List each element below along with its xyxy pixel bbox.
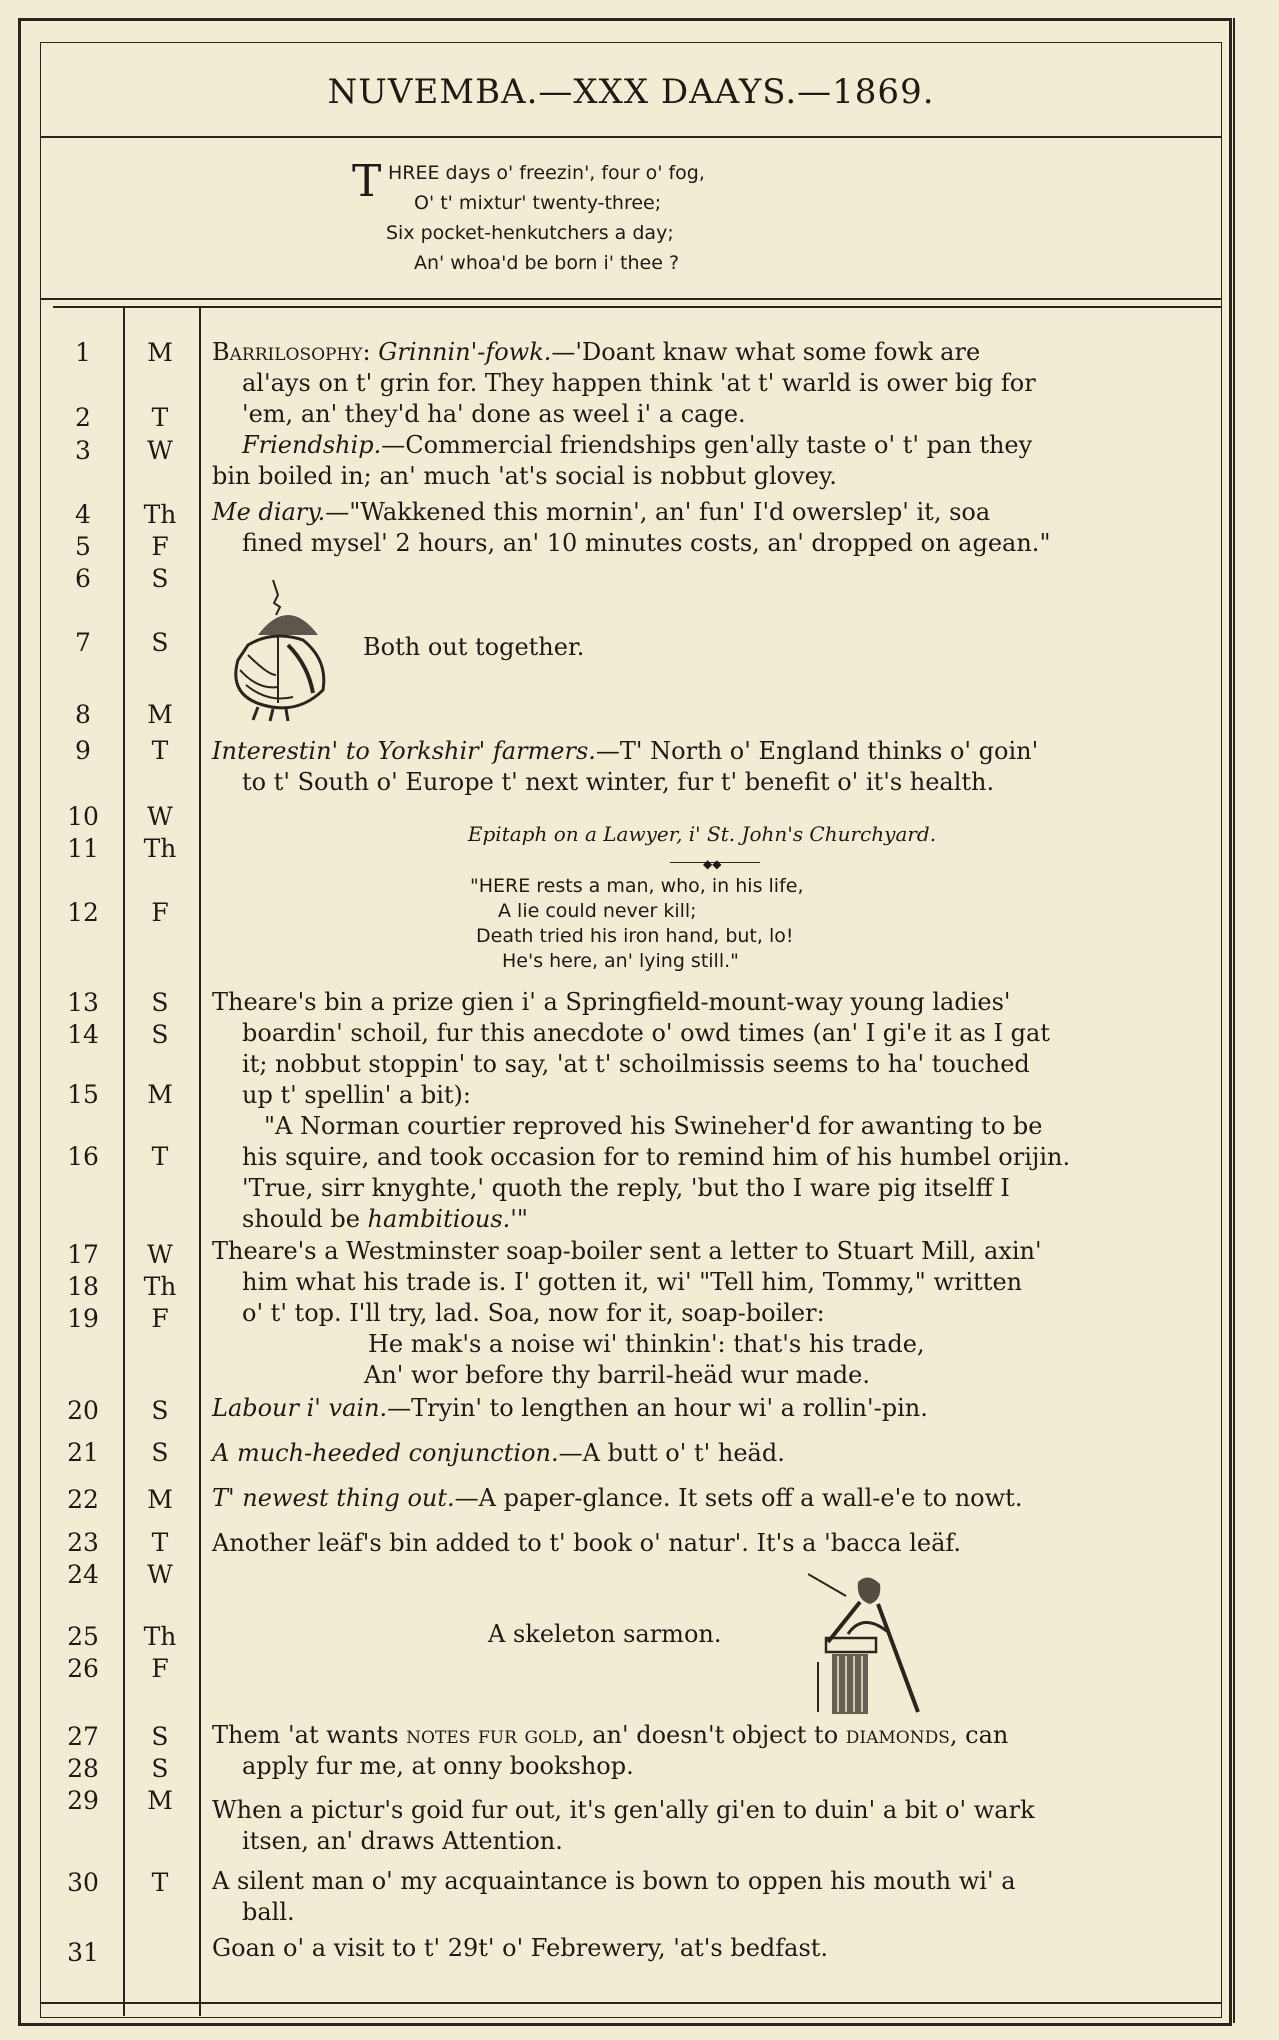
- epitaph-line: He's here, an' lying still.": [502, 950, 739, 972]
- calendar-day-number: 15: [67, 1080, 99, 1109]
- calendar-day-number: 18: [67, 1272, 99, 1301]
- entry-silent-man: [212, 1866, 1192, 1928]
- entry-text: —"Wakkened this mornin', an' fun' I'd owerslep' it, soa: [325, 498, 991, 526]
- entry-heading: Barrilosophy: [212, 338, 363, 366]
- entry-text: o' t' top. I'll try, lad. Soa, now for it, soap-boiler:: [242, 1299, 825, 1327]
- calendar-weekday: M: [147, 1786, 173, 1815]
- calendar-day-number: 28: [67, 1754, 99, 1783]
- entry-text: —T' North o' England thinks o' goin': [595, 737, 1039, 765]
- entry-heading: Labour i' vain.: [212, 1394, 388, 1422]
- calendar-weekday: T: [151, 1528, 169, 1557]
- calendar-weekday: T: [151, 403, 169, 432]
- calendar-day-number: 5: [75, 532, 91, 561]
- calendar-weekday: S: [151, 1722, 169, 1751]
- calendar-weekday: W: [147, 1240, 173, 1269]
- calendar-weekday: S: [151, 628, 169, 657]
- entry-text: Them 'at wants: [212, 1721, 407, 1749]
- calendar-day-number: 9: [75, 736, 91, 765]
- entry-text: to t' South o' Europe t' next winter, fur t' benefit o' it's health.: [242, 768, 995, 796]
- entry-quote: '": [510, 1205, 528, 1233]
- calendar-day-number: 10: [67, 802, 99, 831]
- calendar-weekday: M: [147, 338, 173, 367]
- entry-text: —A butt o' t' heäd.: [558, 1439, 785, 1467]
- entry-subheading: Grinnin'-fowk.: [378, 338, 552, 366]
- entry-text: it; nobbut stoppin' to say, 'at t' schoilmissis seems to ha' touched: [242, 1050, 1030, 1078]
- calendar-weekday: M: [147, 1080, 173, 1109]
- calendar-day-number: 12: [67, 898, 99, 927]
- calendar-day-number: 7: [75, 628, 91, 657]
- calendar-day-number: 11: [67, 834, 99, 863]
- entry-text: Another leäf's bin added to t' book o' natur'. It's a 'bacca leäf.: [212, 1529, 962, 1557]
- poem-line: Six pocket-henkutchers a day;: [386, 222, 674, 244]
- entry-heading: T' newest thing out.: [212, 1484, 455, 1512]
- entry-labour-in-vain: [212, 1393, 1192, 1424]
- calendar-day-number: 22: [67, 1485, 99, 1514]
- epitaph-line: Death tried his iron hand, but, lo!: [476, 925, 794, 947]
- poem-line: HREE days o' freezin', four o' fog,: [388, 162, 705, 184]
- calendar-day-number: 21: [67, 1438, 99, 1467]
- calendar-day-number: 17: [67, 1240, 99, 1269]
- weekday-column-rule: [199, 306, 201, 2016]
- entry-febrewery: [212, 1933, 1192, 1964]
- calendar-weekday: S: [151, 1438, 169, 1467]
- calendar-weekday: S: [151, 1396, 169, 1425]
- entry-text: ball.: [242, 1898, 295, 1926]
- header-rule-inner: [53, 306, 1221, 308]
- entry-text: —Tryin' to lengthen an hour wi' a rollin'-pin.: [387, 1394, 928, 1422]
- calendar-day-number: 6: [75, 564, 91, 593]
- entry-text: , an' doesn't object to: [576, 1721, 846, 1749]
- calendar-weekday: W: [147, 436, 173, 465]
- title-divider: [41, 136, 1221, 138]
- poem-dropcap: T: [352, 156, 382, 207]
- page-title: NUVEMBA.—XXX DAAYS.—1869.: [327, 72, 935, 112]
- bottom-rule: [41, 2002, 1221, 2004]
- calendar-weekday: Th: [143, 1622, 177, 1651]
- calendar-day-number: 2: [75, 403, 91, 432]
- epitaph-verse: [470, 874, 803, 974]
- both-out-caption: Both out together.: [363, 633, 585, 661]
- calendar-weekday: T: [151, 1868, 169, 1897]
- calendar-day-number: 19: [67, 1304, 99, 1333]
- entry-text: Theare's bin a prize gien i' a Springfield-mount-way young ladies': [212, 988, 1011, 1016]
- entry-text: al'ays on t' grin for. They happen think 'at t' warld is ower big for: [242, 369, 1036, 397]
- entry-text: —A paper-glance. It sets off a wall-e'e to nowt.: [454, 1484, 1023, 1512]
- calendar-day-number: 16: [67, 1142, 99, 1171]
- entry-smallcaps: notes fur gold: [406, 1721, 577, 1749]
- entry-friendship: [212, 430, 1192, 492]
- entry-conjunction: [212, 1438, 1192, 1469]
- calendar-weekday: S: [151, 988, 169, 1017]
- woman-umbrella-illustration: [218, 575, 343, 725]
- entry-bacca-leaf: [212, 1528, 1192, 1559]
- entry-text: —Commercial friendships gen'ally taste o' t' pan they: [381, 431, 1033, 459]
- calendar-weekday: T: [151, 736, 169, 765]
- entry-quote: his squire, and took occasion for to remind him of his humbel orijin.: [242, 1143, 1071, 1171]
- entry-text: —'Doant knaw what some fowk are: [551, 338, 981, 366]
- calendar-day-number: 24: [67, 1560, 99, 1589]
- entry-text: bin boiled in; an' much 'at's social is nobbut glovey.: [212, 462, 837, 490]
- calendar-day-number: 8: [75, 700, 91, 729]
- entry-prize-anecdote: [212, 987, 1192, 1235]
- entry-soap-boiler: [212, 1236, 1192, 1391]
- calendar-weekday: S: [151, 1754, 169, 1783]
- entry-quote: 'True, sirr knyghte,' quoth the reply, 'but tho I ware pig itselff I: [242, 1174, 1010, 1202]
- entry-notes-for-gold: [212, 1720, 1192, 1782]
- calendar-weekday: T: [151, 1142, 169, 1171]
- entry-yorkshire-farmers: [212, 736, 1192, 798]
- entry-me-diary: [212, 497, 1192, 559]
- epitaph-line: A lie could never kill;: [498, 900, 697, 922]
- calendar-weekday: Th: [143, 500, 177, 529]
- epitaph-line: "HERE rests a man, who, in his life,: [470, 875, 804, 897]
- calendar-weekday: S: [151, 1020, 169, 1049]
- entry-quote: "A Norman courtier reproved his Swineher'd for awanting to be: [264, 1112, 1043, 1140]
- calendar-day-number: 4: [75, 500, 91, 529]
- entry-heading: Friendship.: [242, 431, 382, 459]
- entry-text: apply fur me, at onny bookshop.: [242, 1752, 634, 1780]
- entry-text: Goan o' a visit to t' 29t' o' Febrewery, 'at's bedfast.: [212, 1934, 829, 1962]
- poem-line: O' t' mixtur' twenty-three;: [414, 192, 662, 214]
- calendar-day-number: 3: [75, 436, 91, 465]
- entry-heading: Me diary.: [212, 498, 326, 526]
- calendar-day-number: 1: [75, 338, 91, 367]
- calendar-weekday: M: [147, 1485, 173, 1514]
- calendar-day-number: 25: [67, 1622, 99, 1651]
- entry-text: , can: [949, 1721, 1009, 1749]
- month-poem: [352, 156, 705, 278]
- entry-text: Theare's a Westminster soap-boiler sent a letter to Stuart Mill, axin': [212, 1237, 1042, 1265]
- calendar-day-number: 23: [67, 1528, 99, 1557]
- entry-text: up t' spellin' a bit):: [242, 1081, 471, 1109]
- entry-text: him what his trade is. I' gotten it, wi' "Tell him, Tommy," written: [242, 1268, 1023, 1296]
- entry-heading: A much-heeded conjunction.: [212, 1439, 559, 1467]
- calendar-day-number: 14: [67, 1020, 99, 1049]
- entry-quote: should be: [242, 1205, 368, 1233]
- calendar-day-number: 31: [67, 1938, 99, 1967]
- calendar-day-number: 13: [67, 988, 99, 1017]
- entry-pictur: [212, 1795, 1192, 1857]
- calendar-day-number: 30: [67, 1868, 99, 1897]
- calendar-day-number: 29: [67, 1786, 99, 1815]
- skeleton-caption: A skeleton sarmon.: [488, 1620, 722, 1648]
- calendar-day-number: 20: [67, 1396, 99, 1425]
- calendar-weekday: F: [151, 898, 169, 927]
- entry-text: boardin' schoil, fur this anecdote o' owd times (an' I gi'e it as I gat: [242, 1019, 1050, 1047]
- entry-heading: Interestin' to Yorkshir' farmers.: [212, 737, 596, 765]
- calendar-weekday: F: [151, 532, 169, 561]
- day-column-rule: [123, 306, 125, 2016]
- calendar-weekday: W: [147, 802, 173, 831]
- calendar-day-number: 27: [67, 1722, 99, 1751]
- entry-newest-thing: [212, 1483, 1192, 1514]
- epitaph-title: Epitaph on a Lawyer, i' St. John's Churchyard.: [467, 822, 937, 846]
- right-double-rule: [1233, 18, 1235, 2023]
- entry-verse: He mak's a noise wi' thinkin': that's his trade,: [368, 1330, 925, 1358]
- entry-quote-italic: hambitious.: [367, 1205, 511, 1233]
- entry-verse: An' wor before thy barril-heäd wur made.: [364, 1361, 871, 1389]
- calendar-weekday: F: [151, 1654, 169, 1683]
- calendar-weekday: Th: [143, 834, 177, 863]
- entry-text: 'em, an' they'd ha' done as weel i' a cage.: [242, 400, 746, 428]
- poem-line: An' whoa'd be born i' thee ?: [414, 252, 680, 274]
- preacher-illustration: [808, 1572, 948, 1720]
- calendar-weekday: Th: [143, 1272, 177, 1301]
- header-rule: [41, 298, 1221, 300]
- calendar-weekday: W: [147, 1560, 173, 1589]
- calendar-weekday: F: [151, 1304, 169, 1333]
- entry-text: fined mysel' 2 hours, an' 10 minutes costs, an' dropped on agean.": [242, 529, 1051, 557]
- epitaph-ornament: ◆◆: [703, 857, 722, 871]
- entry-barrilosophy: Barrilosophy: Grinnin'-fowk.—'Doant knaw what some fowk are al'ays on t' grin for. They happen think 'at t' warld is ower big for 'em, an' they'd ha' done as weel i' a cage.: [212, 337, 1192, 430]
- entry-text: When a pictur's goid fur out, it's gen'ally gi'en to duin' a bit o' wark: [212, 1796, 1035, 1824]
- calendar-weekday: S: [151, 564, 169, 593]
- calendar-weekday: M: [147, 700, 173, 729]
- entry-smallcaps: diamonds: [845, 1721, 950, 1749]
- entry-text: A silent man o' my acquaintance is bown to oppen his mouth wi' a: [212, 1867, 1016, 1895]
- entry-text: itsen, an' draws Attention.: [242, 1827, 563, 1855]
- calendar-day-number: 26: [67, 1654, 99, 1683]
